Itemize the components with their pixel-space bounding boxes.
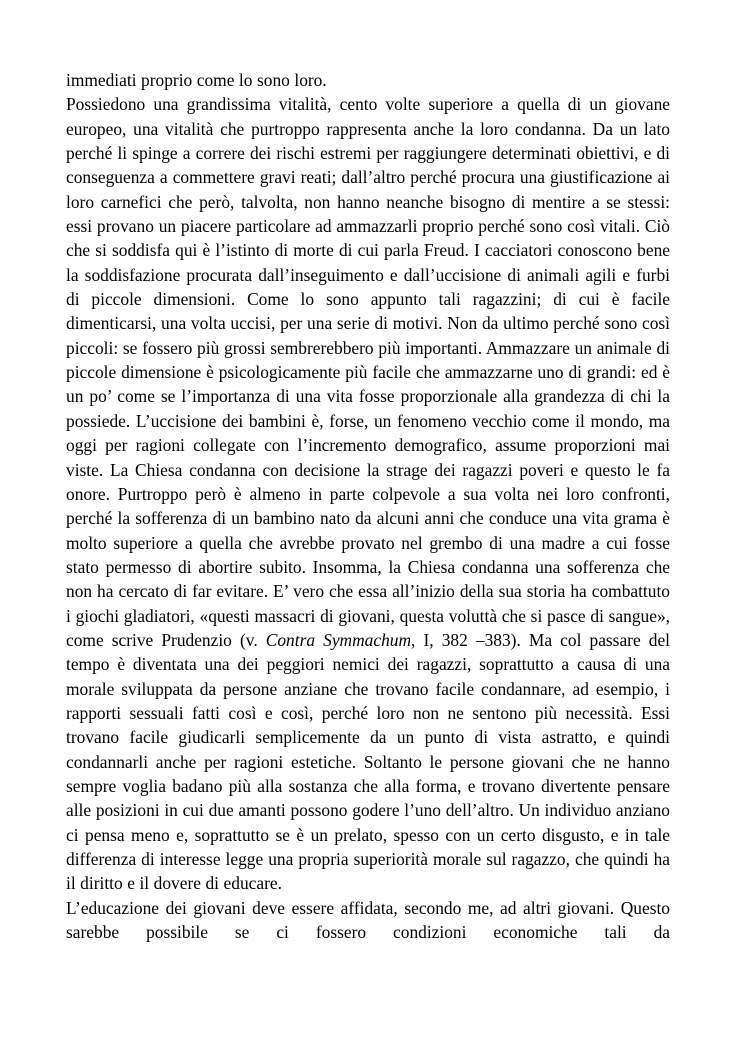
body-text-column — [66, 68, 670, 969]
paragraph-3: L’educazione dei giovani deve essere affidata, secondo me, ad altri giovani. Questo sarebbe possibile se ci fossero condizioni economiche tali da — [66, 897, 670, 943]
paragraph-2-text-after-citation: , I, 382 –383). Ma col passare del tempo è diventata una dei peggiori nemici dei ragazzi, soprattutto a causa di una morale sviluppata da persone anziane che trovano facile condannare, ad esempio, i rapporti sessuali fatti così e così, perché loro non ne sentono più necessità. Essi trovano facile giudicarli semplicemente da un punto di vista astratto, e quindi condannarli anche per ragioni estetiche. Soltanto le persone giovani che ne hanno sempre voglia badano più alla sostanza che alla forma, e trovano divertente pensare alle posizioni in cui due amanti possono godere l’uno dell’altro. Un individuo anziano ci pensa meno e, soprattutto se è un prelato, spesso con un certo disgusto, e in tale differenza di interesse legge una propria superiorità morale sul ragazzo, che quindi ha il diritto e il dovere di educare. — [66, 629, 671, 894]
paragraph-2-text-before-citation: Possiedono una grandissima vitalità, cento volte superiore a quella di un giovane europeo, una vitalità che purtroppo rappresenta anche la loro condanna. Da un lato perché li spinge a correre dei rischi estremi per raggiungere determinati obiettivi, e di conseguenza a commettere gravi reati; dall’altro perché procura una giustificazione ai loro carnefici che però, talvolta, non hanno neanche bisogno di mentire a se stessi: essi provano un piacere particolare ad ammazzarli proprio perché sono così vitali. Ciò che si soddisfa qui è l’istinto di morte di cui parla Freud. I cacciatori conoscono bene la soddisfazione procurata dall’inseguimento e dall’uccisione di animali agili e furbi di piccole dimensioni. Come lo sono appunto tali ragazzini; di cui è facile dimenticarsi, una volta uccisi, per una serie di motivi. Non da ultimo perché sono così piccoli: se fossero più grossi sembrerebbero più importanti. Ammazzare un animale di piccole dimensione è psicologicamente più facile che ammazzarne uno di grandi: ed è un po’ come se l’importanza di una vita fosse proporzionale alla grandezza di chi la possiede. L’uccisione dei bambini è, forse, un fenomeno vecchio come il mondo, ma oggi per ragioni collegate con l’incremento demografico, assume proporzioni mai viste. La Chiesa condanna con decisione la strage dei ragazzi poveri e questo le fa onore. Purtroppo però è almeno in parte colpevole a sua volta nei loro confronti, perché la sofferenza di un bambino nato da alcuni anni che conduce una vita grama è molto superiore a quella che avrebbe provato nel grembo di una madre a cui fosse stato permesso di abortire subito. Insomma, la Chiesa condanna una sofferenza che non ha cercato di far evitare. E’ vero che essa all’inizio della sua storia ha combattuto i giochi gladiatori, «questi massacri di giovani, questa voluttà che si pasce di sangue», come scrive Prudenzio (v. — [66, 94, 670, 650]
citation-title-contra-symmachum: Contra Symmachum — [265, 629, 412, 650]
paragraph-2 — [66, 92, 670, 895]
paragraph-1: immediati proprio come lo sono loro. — [66, 70, 327, 90]
